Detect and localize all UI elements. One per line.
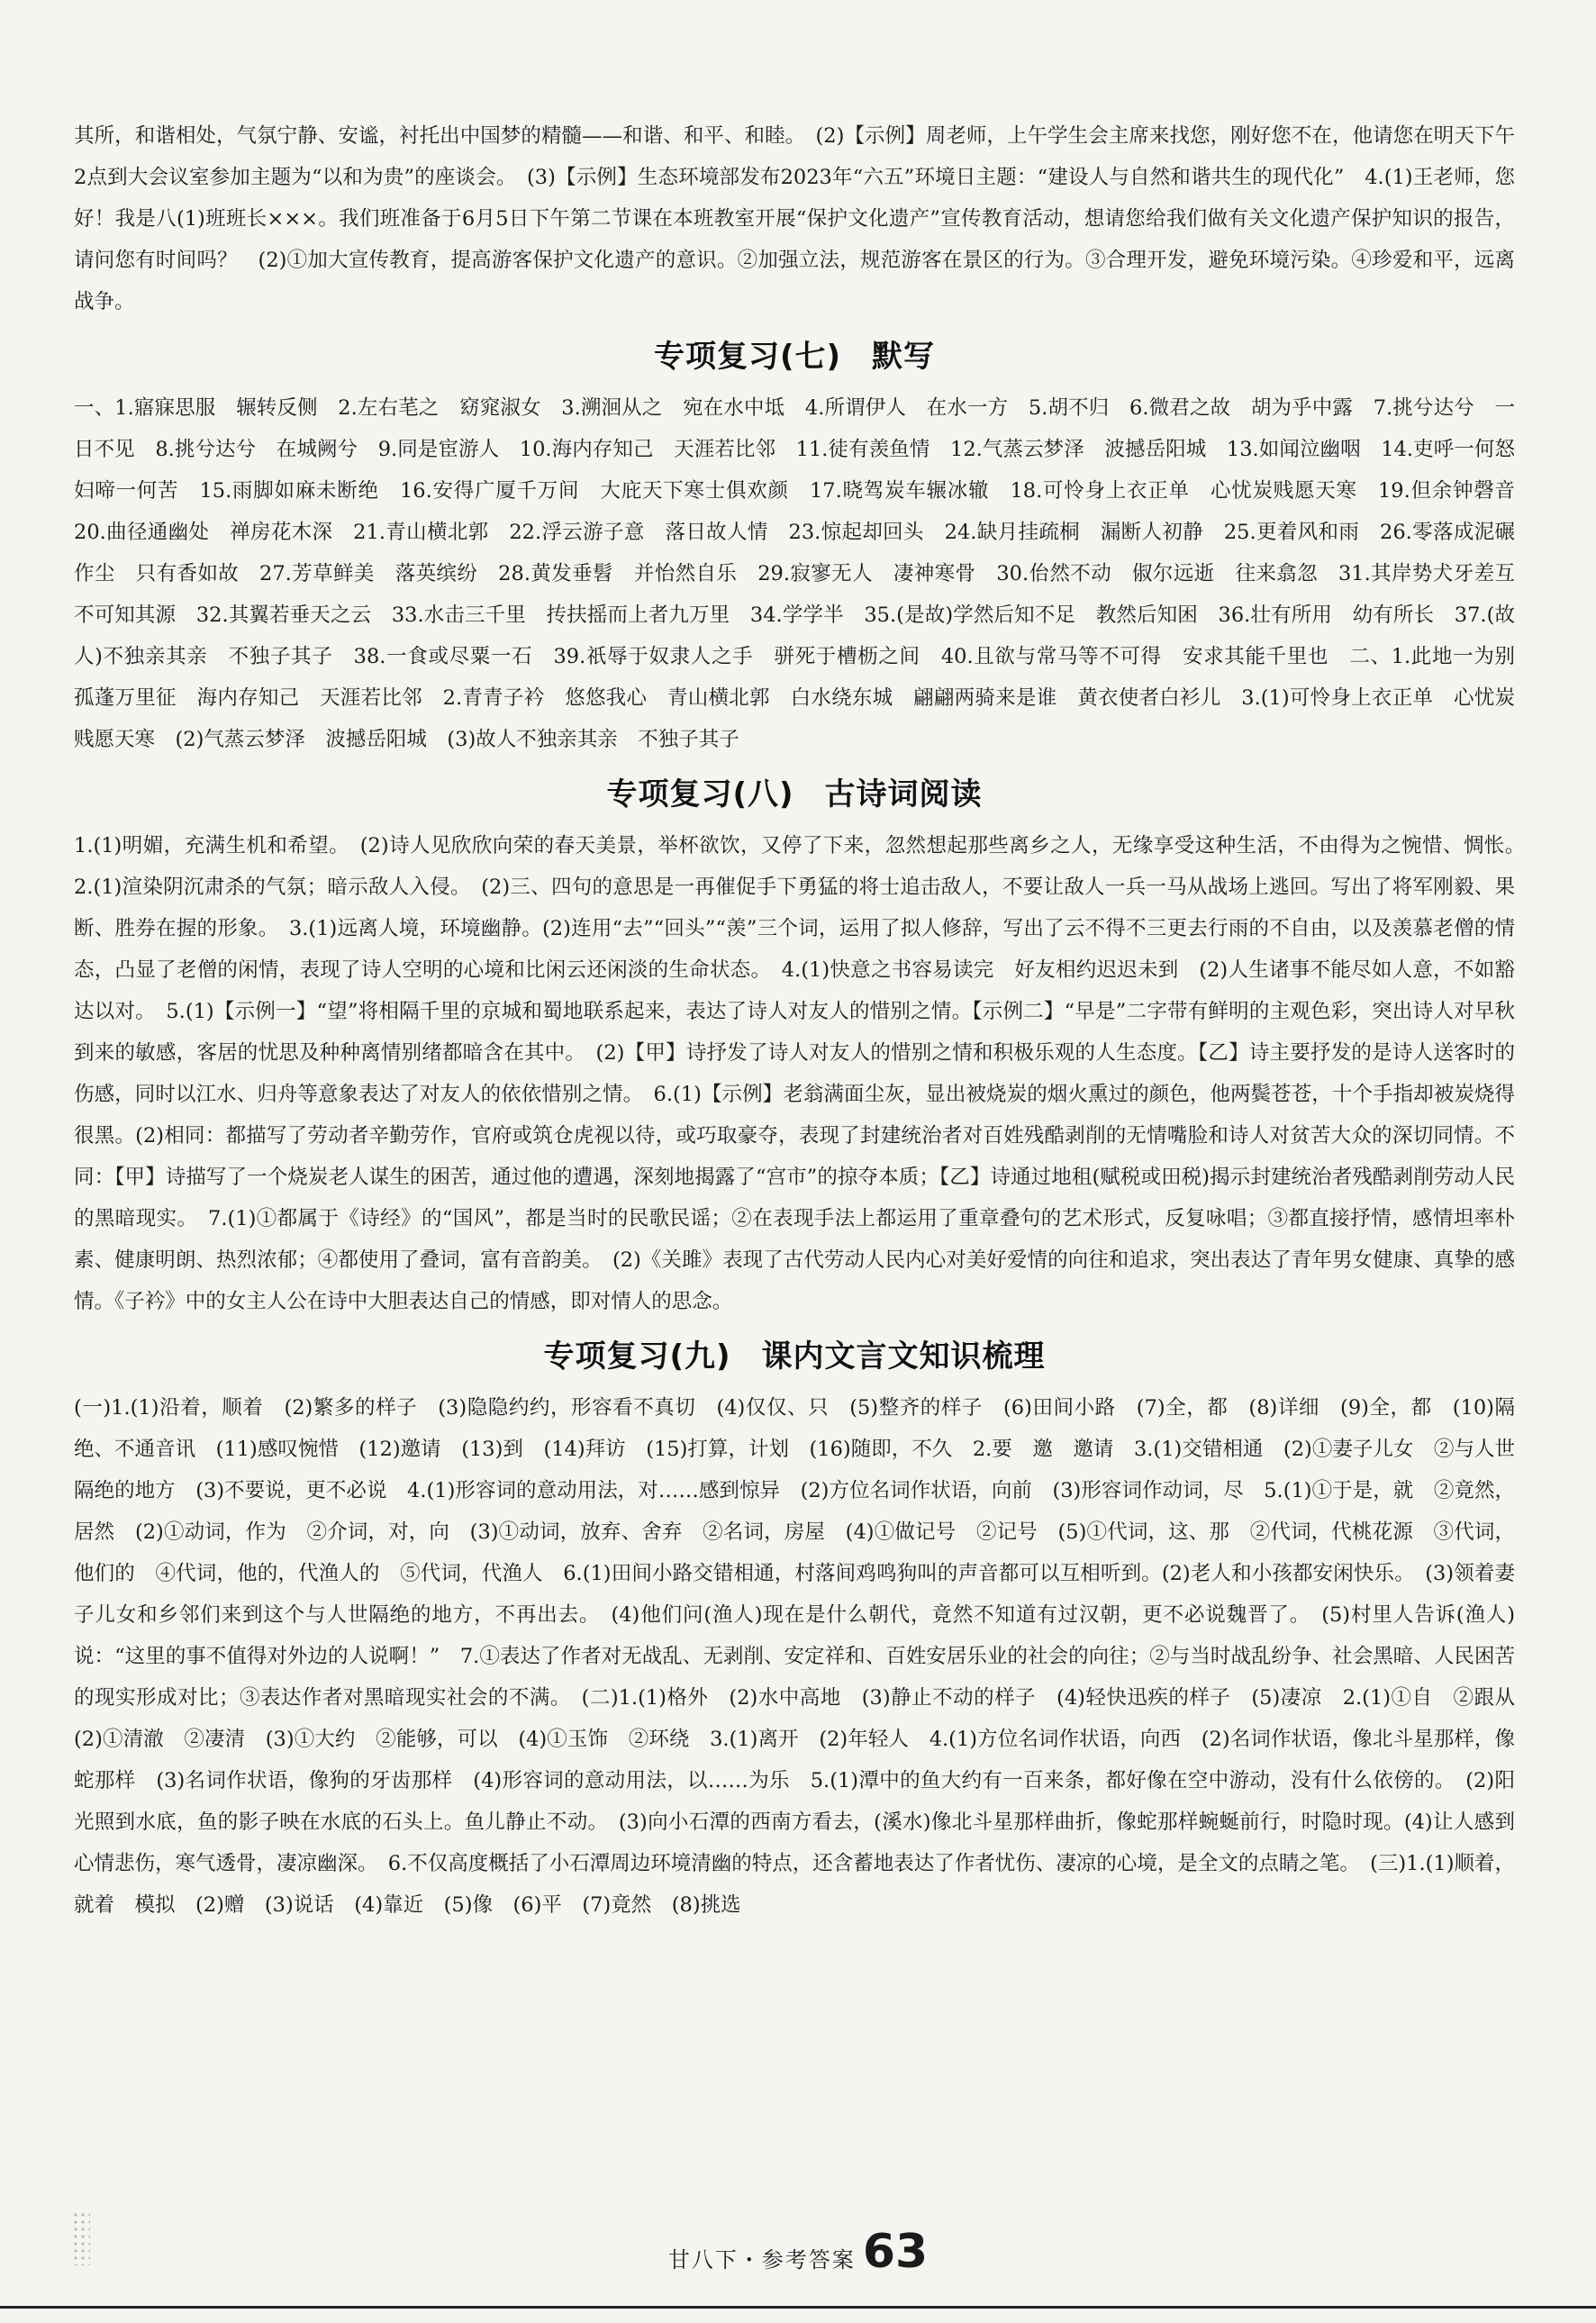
section-number: 专项复习(九) — [543, 1338, 731, 1375]
section-heading-8 — [74, 766, 1515, 823]
footer-label: 甘八下・参考答案 — [667, 2247, 856, 2273]
section-number: 专项复习(八) — [606, 776, 794, 812]
section-title: 默写 — [872, 339, 936, 375]
answer-paragraph-8: 1.(1)明媚，充满生机和希望。 (2)诗人见欣欣向荣的春天美景，举杯欲饮，又停了下来，忽然想起那些离乡之人，无缘享受这种生活，不由得为之惋惜、惆怅。 2.(1)渲染阴沉肃杀的气氛；暗示敌人入侵。 (2)三、四句的意思是一再催促手下勇猛的将士追击敌人，不要让敌人一兵一马从战场上逃回。写出了将军刚毅、果断、胜券在握的形象。 3.(1)远离人境，环境幽静。(2)连用“去”“回头”“羡”三个词，运用了拟人修辞，写出了云不得不三更去行雨的不自由，以及羡慕老僧的情态，凸显了老僧的闲情，表现了诗人空明的心境和比闲云还闲淡的生命状态。 4.(1)快意之书容易读完 好友相约迟迟未到 (2)人生诸事不能尽如人意，不如豁达以对。 5.(1)【示例一】“望”将相隔千里的京城和蜀地联系起来，表达了诗人对友人的惜别之情。【示例二】“早是”二字带有鲜明的主观色彩，突出诗人对早秋到来的敏感，客居的忧思及种种离情别绪都暗含在其中。 (2)【甲】诗抒发了诗人对友人的惜别之情和积极乐观的人生态度。【乙】诗主要抒发的是诗人送客时的伤感，同时以江水、归舟等意象表达了对友人的依依惜别之情。 6.(1)【示例】老翁满面尘灰，显出被烧炭的烟火熏过的颜色，他两鬓苍苍，十个手指却被炭烧得很黑。(2)相同：都描写了劳动者辛勤劳作，官府或筑仓虎视以待，或巧取豪夺，表现了封建统治者对百姓残酷剥削的无情嘴脸和诗人对贫苦大众的深切同情。不同：【甲】诗描写了一个烧炭老人谋生的困苦，通过他的遭遇，深刻地揭露了“宫市”的掠夺本质；【乙】诗通过地租(赋税或田税)揭示封建统治者残酷剥削劳动人民的黑暗现实。 7.(1)①都属于《诗经》的“国风”，都是当时的民歌民谣；②在表现手法上都运用了重章叠句的艺术形式，反复咏唱；③都直接抒情，感情坦率朴素、健康明朗、热烈浓郁；④都使用了叠词，富有音韵美。 (2)《关雎》表现了古代劳动人民内心对美好爱情的向往和追求，突出表达了青年男女健康、真挚的感情。《子衿》中的女主人公在诗中大胆表达自己的情感，即对情人的思念。 — [74, 834, 1536, 1313]
answer-paragraph-intro: 其所，和谐相处，气氛宁静、安谧，衬托出中国梦的精髓——和谐、和平、和睦。 (2)【示例】周老师，上午学生会主席来找您，刚好您不在，他请您在明天下午2点到大会议室参加主题为“以和为贵”的座谈会。 (3)【示例】生态环境部发布2023年“六五”环境日主题：“建设人与自然和谐共生的现代化” 4.(1)王老师，您好！我是八(1)班班长×××。我们班准备于6月5日下午第二节课在本班教室开展“保护文化遗产”宣传教育活动，想请您给我们做有关文化遗产保护知识的报告，请问您有时间吗？ (2)①加大宣传教育，提高游客保护文化遗产的意识。②加强立法，规范游客在景区的行为。③合理开发，避免环境污染。④珍爱和平，远离战争。 — [74, 124, 1515, 313]
answer-paragraph-7: 一、1.寤寐思服 辗转反侧 2.左右芼之 窈窕淑女 3.溯洄从之 宛在水中坻 4.所谓伊人 在水一方 5.胡不归 6.微君之故 胡为乎中露 7.挑兮达兮 一日不见 8.挑兮达兮 在城阙兮 9.同是宦游人 10.海内存知己 天涯若比邻 11.徒有羡鱼情 12.气蒸云梦泽 波撼岳阳城 13.如闻泣幽咽 14.吏呼一何怒 妇啼一何苦 15.雨脚如麻未断绝 16.安得广厦千万间 大庇天下寒士俱欢颜 17.晓驾炭车辗冰辙 18.可怜身上衣正单 心忧炭贱愿天寒 19.但余钟磬音 20.曲径通幽处 禅房花木深 21.青山横北郭 22.浮云游子意 落日故人情 23.惊起却回头 24.缺月挂疏桐 漏断人初静 25.更着风和雨 26.零落成泥碾作尘 只有香如故 27.芳草鲜美 落英缤纷 28.黄发垂髫 并怡然自乐 29.寂寥无人 凄神寒骨 30.佁然不动 俶尔远逝 往来翕忽 31.其岸势犬牙差互 不可知其源 32.其翼若垂天之云 33.水击三千里 抟扶摇而上者九万里 34.学学半 35.(是故)学然后知不足 教然后知困 36.壮有所用 幼有所长 37.(故人)不独亲其亲 不独子其子 38.一食或尽粟一石 39.祇辱于奴隶人之手 骈死于槽枥之间 40.且欲与常马等不可得 安求其能千里也 二、1.此地一为别 孤蓬万里征 海内存知己 天涯若比邻 2.青青子衿 悠悠我心 青山横北郭 白水绕东城 翩翩两骑来是谁 黄衣使者白衫儿 3.(1)可怜身上衣正单 心忧炭贱愿天寒 (2)气蒸云梦泽 波撼岳阳城 (3)故人不独亲其亲 不独子其子 — [74, 396, 1536, 751]
bottom-divider — [0, 2306, 1596, 2309]
section-title: 课内文言文知识梳理 — [761, 1338, 1046, 1375]
section-heading-7 — [74, 328, 1515, 386]
page-number: 63 — [862, 2225, 929, 2279]
page-footer — [0, 2225, 1596, 2279]
section-number: 专项复习(七) — [653, 339, 842, 375]
answer-page — [74, 115, 1536, 1926]
section-heading-9 — [74, 1328, 1515, 1385]
section-title: 古诗词阅读 — [824, 776, 983, 812]
answer-paragraph-9: (一)1.(1)沿着，顺着 (2)繁多的样子 (3)隐隐约约，形容看不真切 (4)仅仅、只 (5)整齐的样子 (6)田间小路 (7)全，都 (8)详细 (9)全，都 (10)隔绝、不通音讯 (11)感叹惋惜 (12)邀请 (13)到 (14)拜访 (15)打算，计划 (16)随即，不久 2.要 邀 邀请 3.(1)交错相通 (2)①妻子儿女 ②与人世隔绝的地方 (3)不要说，更不必说 4.(1)形容词的意动用法，对……感到惊异 (2)方位名词作状语，向前 (3)形容词作动词，尽 5.(1)①于是，就 ②竟然，居然 (2)①动词，作为 ②介词，对，向 (3)①动词，放弃、舍弃 ②名词，房屋 (4)①做记号 ②记号 (5)①代词，这、那 ②代词，代桃花源 ③代词，他们的 ④代词，他的，代渔人的 ⑤代词，代渔人 6.(1)田间小路交错相通，村落间鸡鸣狗叫的声音都可以互相听到。(2)老人和小孩都安闲快乐。 (3)领着妻子儿女和乡邻们来到这个与人世隔绝的地方，不再出去。 (4)他们问(渔人)现在是什么朝代，竟然不知道有过汉朝，更不必说魏晋了。 (5)村里人告诉(渔人)说：“这里的事不值得对外边的人说啊！” 7.①表达了作者对无战乱、无剥削、安定祥和、百姓安居乐业的社会的向往；②与当时战乱纷争、社会黑暗、人民困苦的现实形成对比；③表达作者对黑暗现实社会的不满。 (二)1.(1)格外 (2)水中高地 (3)静止不动的样子 (4)轻快迅疾的样子 (5)凄凉 2.(1)①自 ②跟从 (2)①清澈 ②凄清 (3)①大约 ②能够，可以 (4)①玉饰 ②环绕 3.(1)离开 (2)年轻人 4.(1)方位名词作状语，向西 (2)名词作状语，像北斗星那样，像蛇那样 (3)名词作状语，像狗的牙齿那样 (4)形容词的意动用法，以……为乐 5.(1)潭中的鱼大约有一百来条，都好像在空中游动，没有什么依傍的。 (2)阳光照到水底，鱼的影子映在水底的石头上。鱼儿静止不动。 (3)向小石潭的西南方看去，(溪水)像北斗星那样曲折，像蛇那样蜿蜒前行，时隐时现。(4)让人感到心情悲伤，寒气透骨，凄凉幽深。 6.不仅高度概括了小石潭周边环境清幽的特点，还含蓄地表达了作者忧伤、凄凉的心境，是全文的点睛之笔。 (三)1.(1)顺着，就着 模拟 (2)赠 (3)说话 (4)靠近 (5)像 (6)平 (7)竟然 (8)挑选 — [74, 1396, 1536, 1917]
